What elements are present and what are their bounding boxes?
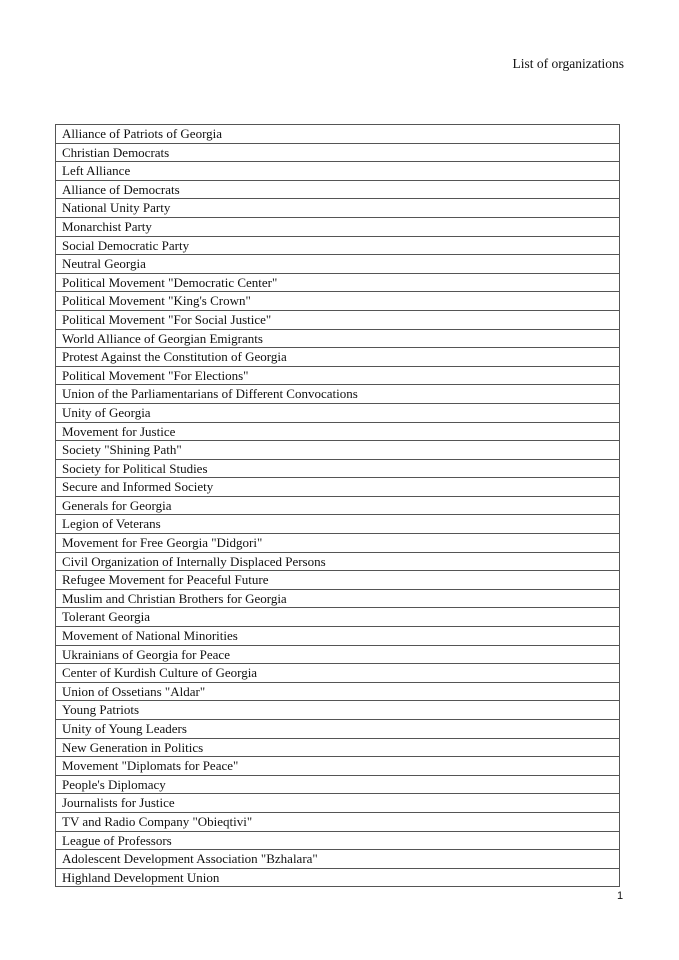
organization-name-cell: Left Alliance — [56, 162, 620, 181]
table-row — [56, 385, 620, 404]
organization-name-cell: Unity of Georgia — [56, 403, 620, 422]
organization-name-cell: Society for Political Studies — [56, 459, 620, 478]
table-row — [56, 403, 620, 422]
organization-name-cell: Alliance of Patriots of Georgia — [56, 125, 620, 144]
organization-name-cell: Movement of National Minorities — [56, 627, 620, 646]
organization-name-cell: New Generation in Politics — [56, 738, 620, 757]
organization-name-cell: Social Democratic Party — [56, 236, 620, 255]
table-row — [56, 310, 620, 329]
organization-name-cell: Movement for Free Georgia "Didgori" — [56, 534, 620, 553]
organization-name-cell: Political Movement "Democratic Center" — [56, 273, 620, 292]
table-row — [56, 812, 620, 831]
table-row — [56, 720, 620, 739]
table-row — [56, 515, 620, 534]
organization-name-cell: Unity of Young Leaders — [56, 720, 620, 739]
organization-name-cell: Protest Against the Constitution of Georgia — [56, 348, 620, 367]
table-row — [56, 627, 620, 646]
organization-name-cell: Union of the Parliamentarians of Different Convocations — [56, 385, 620, 404]
table-row — [56, 738, 620, 757]
table-row — [56, 682, 620, 701]
organization-name-cell: Political Movement "King's Crown" — [56, 292, 620, 311]
table-row — [56, 794, 620, 813]
organization-name-cell: Alliance of Democrats — [56, 180, 620, 199]
organization-name-cell: Monarchist Party — [56, 217, 620, 236]
organization-name-cell: Highland Development Union — [56, 868, 620, 887]
organization-name-cell: Refugee Movement for Peaceful Future — [56, 571, 620, 590]
organization-name-cell: Generals for Georgia — [56, 496, 620, 515]
page-header-title: List of organizations — [512, 56, 624, 71]
table-row — [56, 757, 620, 776]
table-row — [56, 608, 620, 627]
table-row — [56, 162, 620, 181]
table-row — [56, 236, 620, 255]
table-row — [56, 292, 620, 311]
organization-name-cell: Civil Organization of Internally Displaced Persons — [56, 552, 620, 571]
table-row — [56, 125, 620, 144]
organization-name-cell: Adolescent Development Association "Bzhalara" — [56, 850, 620, 869]
organization-name-cell: People's Diplomacy — [56, 775, 620, 794]
table-row — [56, 180, 620, 199]
organization-name-cell: Secure and Informed Society — [56, 478, 620, 497]
organization-name-cell: Neutral Georgia — [56, 255, 620, 274]
organization-name-cell: National Unity Party — [56, 199, 620, 218]
table-row — [56, 664, 620, 683]
table-row — [56, 571, 620, 590]
table-row — [56, 348, 620, 367]
organization-name-cell: Tolerant Georgia — [56, 608, 620, 627]
organizations-table-body — [56, 125, 620, 887]
organization-name-cell: Political Movement "For Social Justice" — [56, 310, 620, 329]
organization-name-cell: Legion of Veterans — [56, 515, 620, 534]
table-row — [56, 552, 620, 571]
organization-name-cell: Ukrainians of Georgia for Peace — [56, 645, 620, 664]
table-row — [56, 329, 620, 348]
table-row — [56, 478, 620, 497]
table-row — [56, 645, 620, 664]
table-row — [56, 775, 620, 794]
table-row — [56, 459, 620, 478]
table-row — [56, 199, 620, 218]
organization-name-cell: TV and Radio Company "Obieqtivi" — [56, 812, 620, 831]
organization-name-cell: World Alliance of Georgian Emigrants — [56, 329, 620, 348]
table-row — [56, 366, 620, 385]
table-row — [56, 217, 620, 236]
organization-name-cell: Center of Kurdish Culture of Georgia — [56, 664, 620, 683]
organization-name-cell: Young Patriots — [56, 701, 620, 720]
table-row — [56, 850, 620, 869]
table-row — [56, 143, 620, 162]
organization-name-cell: Society "Shining Path" — [56, 441, 620, 460]
organization-name-cell: Movement "Diplomats for Peace" — [56, 757, 620, 776]
table-row — [56, 496, 620, 515]
page-number: 1 — [617, 890, 624, 902]
table-row — [56, 831, 620, 850]
table-row — [56, 255, 620, 274]
organization-name-cell: Movement for Justice — [56, 422, 620, 441]
organization-name-cell: Political Movement "For Elections" — [56, 366, 620, 385]
organization-name-cell: Christian Democrats — [56, 143, 620, 162]
organization-name-cell: Union of Ossetians "Aldar" — [56, 682, 620, 701]
organization-name-cell: League of Professors — [56, 831, 620, 850]
table-row — [56, 273, 620, 292]
organizations-table — [55, 124, 620, 887]
organization-name-cell: Journalists for Justice — [56, 794, 620, 813]
table-row — [56, 422, 620, 441]
table-row — [56, 701, 620, 720]
table-row — [56, 589, 620, 608]
organization-name-cell: Muslim and Christian Brothers for Georgia — [56, 589, 620, 608]
table-row — [56, 868, 620, 887]
table-row — [56, 441, 620, 460]
table-row — [56, 534, 620, 553]
